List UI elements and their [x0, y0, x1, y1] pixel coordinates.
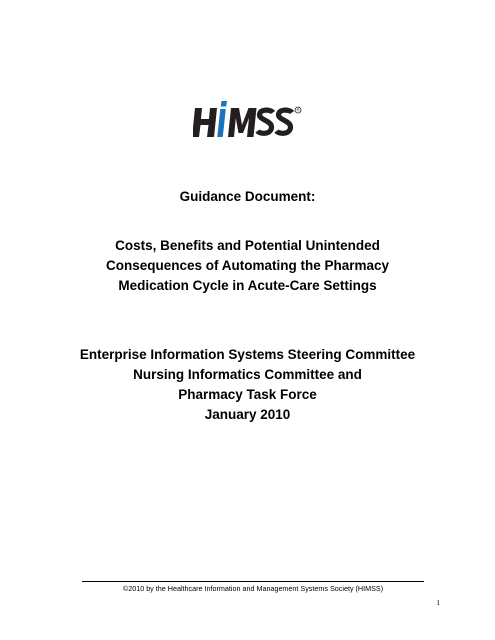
copyright-notice: ©2010 by the Healthcare Information and Management Systems Society (HIMSS)	[122, 584, 384, 593]
himss-logo-graphic	[193, 96, 303, 140]
committee-line: Nursing Informatics Committee and	[133, 367, 362, 382]
document-label: Guidance Document:	[179, 189, 316, 204]
document-title-line: Consequences of Automating the Pharmacy	[105, 258, 390, 273]
footer-divider	[82, 581, 424, 582]
document-title-line: Medication Cycle in Acute-Care Settings	[118, 278, 377, 293]
committee-block	[0, 345, 495, 425]
committee-line: Enterprise Information Systems Steering Committee	[79, 347, 416, 362]
document-title-line: Costs, Benefits and Potential Unintended	[115, 238, 380, 253]
publication-date: January 2010	[204, 407, 291, 422]
svg-text:R: R	[296, 107, 300, 113]
himss-logo	[193, 96, 303, 140]
committee-line: Pharmacy Task Force	[178, 387, 317, 402]
document-title	[0, 236, 495, 296]
page-number: 1	[436, 598, 440, 607]
